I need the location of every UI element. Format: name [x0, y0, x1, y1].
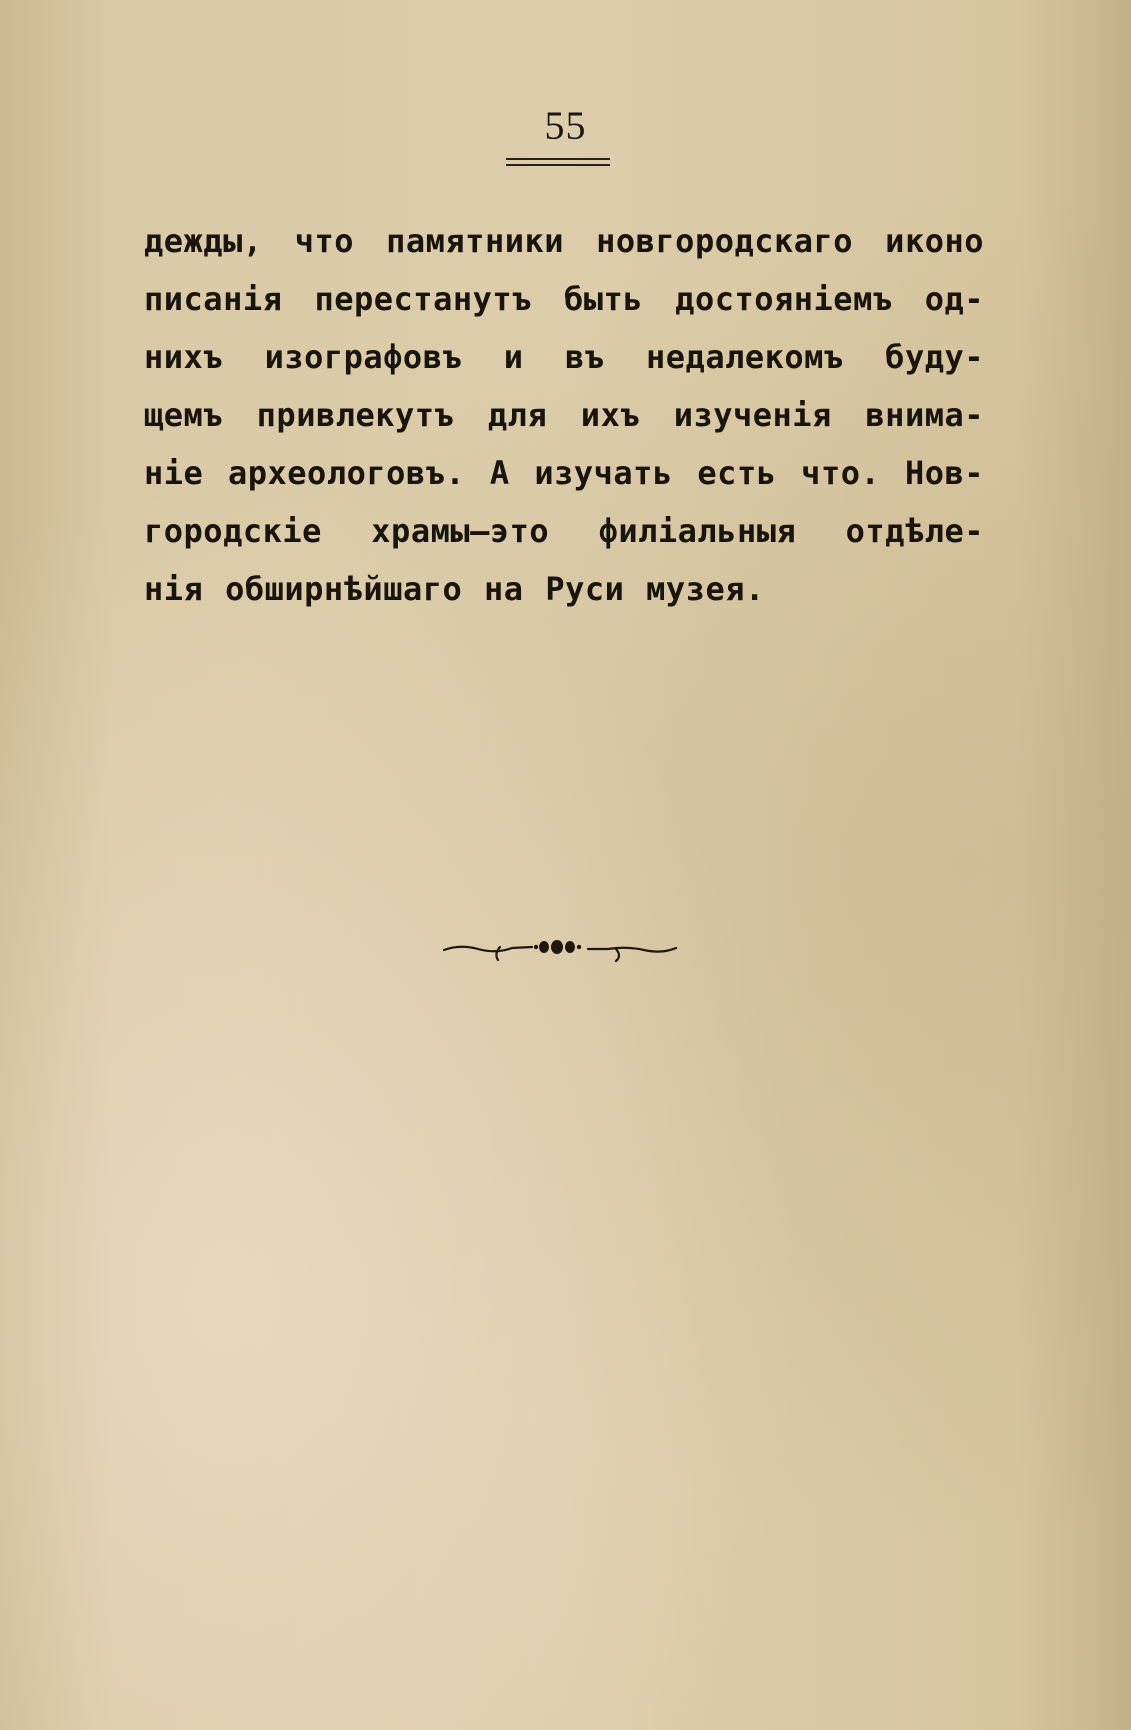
body-text — [144, 212, 984, 618]
page-number: 55 — [544, 103, 587, 148]
fleuron-ornament-icon — [440, 930, 680, 966]
text-line: писанія перестанутъ быть достояніемъ од- — [144, 280, 984, 318]
header-double-rule — [506, 158, 610, 166]
text-line: городскіе храмы—это филіальныя отдѣле- — [144, 512, 984, 550]
show-through-text — [150, 640, 1010, 1540]
text-line: нихъ изографовъ и въ недалекомъ буду- — [144, 338, 984, 376]
text-line: дежды, что памятники новгородскаго иконо — [144, 222, 984, 260]
text-line: ніе археологовъ. А изучать есть что. Нов- — [144, 454, 984, 492]
text-line: нія обширнѣйшаго на Руси музея. — [144, 570, 765, 608]
text-line: щемъ привлекутъ для ихъ изученія внима- — [144, 396, 984, 434]
